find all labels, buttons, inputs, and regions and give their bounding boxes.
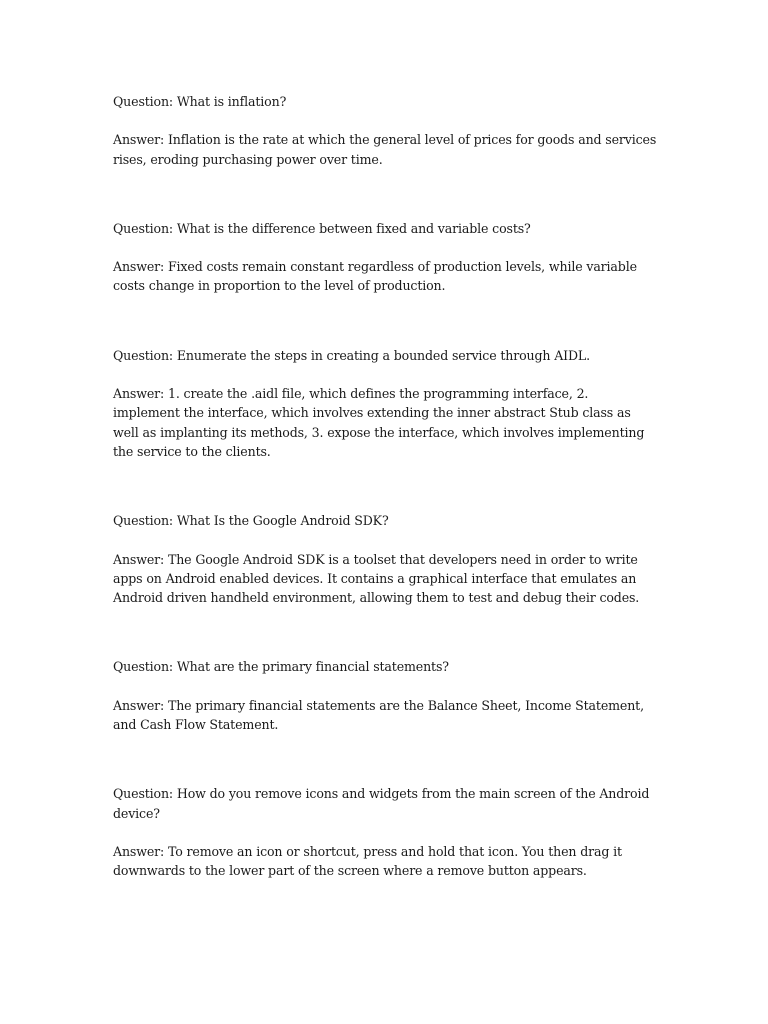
question-text: Question: Enumerate the steps in creating a bounded service through AIDL. [113,347,590,363]
question-text: Question: What is the difference between fixed and variable costs? [113,220,531,236]
qa-item-4 [113,511,658,607]
question-text: Question: What is inflation? [113,94,287,109]
answer-text: Answer: To remove an icon or shortcut, press and hold that icon. You then drag it downwards to the lower part of the screen where a remove button appears. [113,843,622,879]
answer-text: Answer: The primary financial statements are the Balance Sheet, Income Statement, and Cash Flow Statement. [113,697,644,733]
qa-item-1 [113,92,658,169]
qa-item-3 [113,346,658,461]
answer-text: Answer: Inflation is the rate at which the general level of prices for goods and services rises, eroding purchasing power over time. [113,132,657,167]
answer-text: Answer: 1. create the .aidl file, which defines the programming interface, 2. implement the interface, which involves extending the inner abstract Stub class as well as implanting its methods, 3. expose the interface, which involves implementing the service to the clients. [113,386,645,459]
question-text: Question: How do you remove icons and widgets from the main screen of the Android device? [113,786,650,821]
answer-text: Answer: Fixed costs remain constant regardless of production levels, while variable costs change in proportion to the level of production. [113,259,637,294]
qa-item-2 [113,219,658,296]
qa-item-6 [113,784,658,880]
question-text: Question: What Is the Google Android SDK? [113,513,389,529]
qa-item-5 [113,657,658,734]
answer-text: Answer: The Google Android SDK is a toolset that developers need in order to write apps on Android enabled devices. It contains a graphical interface that emulates an Android driven handheld environment, allowing them to test and debug their codes. [113,551,640,606]
document-page [113,92,658,881]
question-text: Question: What are the primary financial statements? [113,659,449,675]
